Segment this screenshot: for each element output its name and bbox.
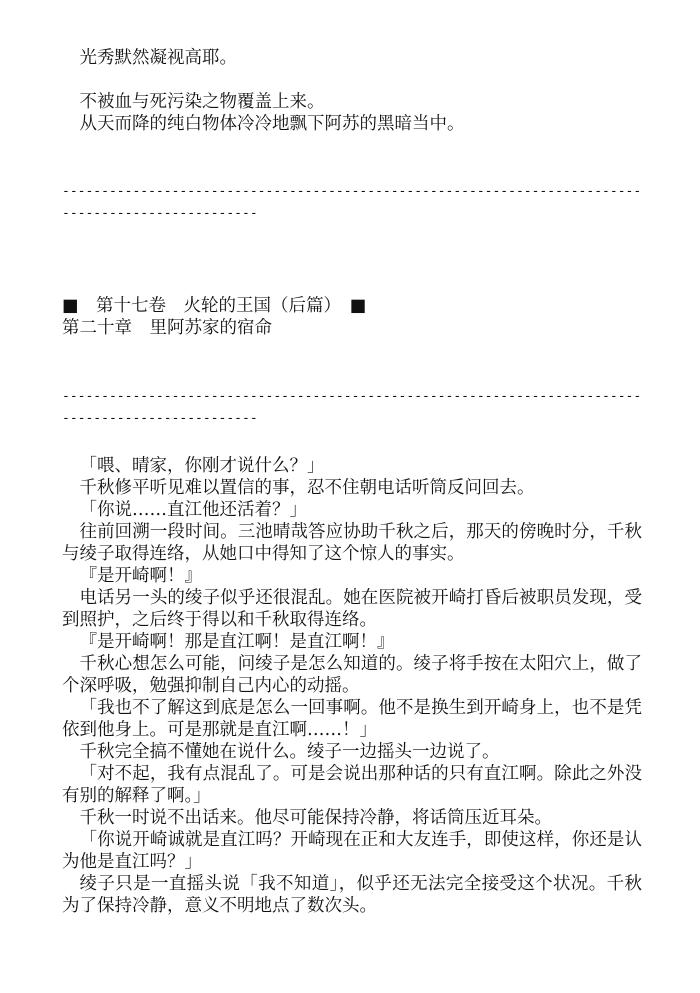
paragraph: 「对不起，我有点混乱了。可是会说出那种话的只有直江啊。除此之外没有别的解释了啊。」 <box>62 764 642 806</box>
paragraph: 千秋完全搞不懂她在说什么。绫子一边摇头一边说了。 <box>79 742 500 762</box>
paragraph: 『是开崎啊！』 <box>79 566 202 586</box>
paragraph: 「你说开崎诚就是直江吗？开崎现在正和大友连手，即使这样，你还是认为他是直江吗？」 <box>62 830 642 872</box>
paragraph: 千秋心想怎么可能，问绫子是怎么知道的。绫子将手按在太阳穴上，做了个深呼吸，勉强抑制自己内心的动摇。 <box>62 654 642 696</box>
chapter-title: 第二十章 里阿苏家的宿命 <box>62 318 272 338</box>
paragraph: 电话另一头的绫子似乎还很混乱。她在医院被开崎打昏后被职员发现，受到照护，之后终于得以和千秋取得连络。 <box>62 588 642 630</box>
paragraph: 「我也不了解这到底是怎么一回事啊。他不是换生到开崎身上，也不是凭依到他身上。可是那就是直江啊……！」 <box>62 698 642 740</box>
paragraph: 「你说……直江他还活着？」 <box>79 500 307 520</box>
intro-line: 不被血与死污染之物覆盖上来。 <box>79 92 325 112</box>
volume-title: ■ 第十七卷 火轮的王国（后篇） ■ <box>62 296 367 316</box>
paragraph: 「喂、晴家，你刚才说什么？」 <box>79 456 325 476</box>
intro-section <box>62 47 642 69</box>
separator: --------------------------------------------------------------------------------------------------- <box>62 389 642 426</box>
paragraph: 绫子只是一直摇头说「我不知道」，似乎还无法完全接受这个状况。千秋为了保持冷静，意义不明地点了数次头。 <box>62 874 642 916</box>
intro-line: 从天而降的纯白物体冷冷地飘下阿苏的黑暗当中。 <box>79 114 465 134</box>
chapter-heading <box>62 295 642 339</box>
intro-line: 光秀默然凝视高耶。 <box>79 48 237 68</box>
intro-section-2 <box>62 91 642 135</box>
paragraph: 千秋修平听见难以置信的事，忍不住朝电话听筒反问回去。 <box>79 478 535 498</box>
paragraph: 往前回溯一段时间。三池晴哉答应协助千秋之后，那天的傍晚时分，千秋与绫子取得连络，从她口中得知了这个惊人的事实。 <box>62 522 642 564</box>
paragraph: 『是开崎啊！那是直江啊！是直江啊！』 <box>79 632 395 652</box>
separator: --------------------------------------------------------------------------------------------------- <box>62 184 642 221</box>
paragraph: 千秋一时说不出话来。他尽可能保持冷静，将话筒压近耳朵。 <box>79 808 552 828</box>
body-text <box>62 455 642 917</box>
